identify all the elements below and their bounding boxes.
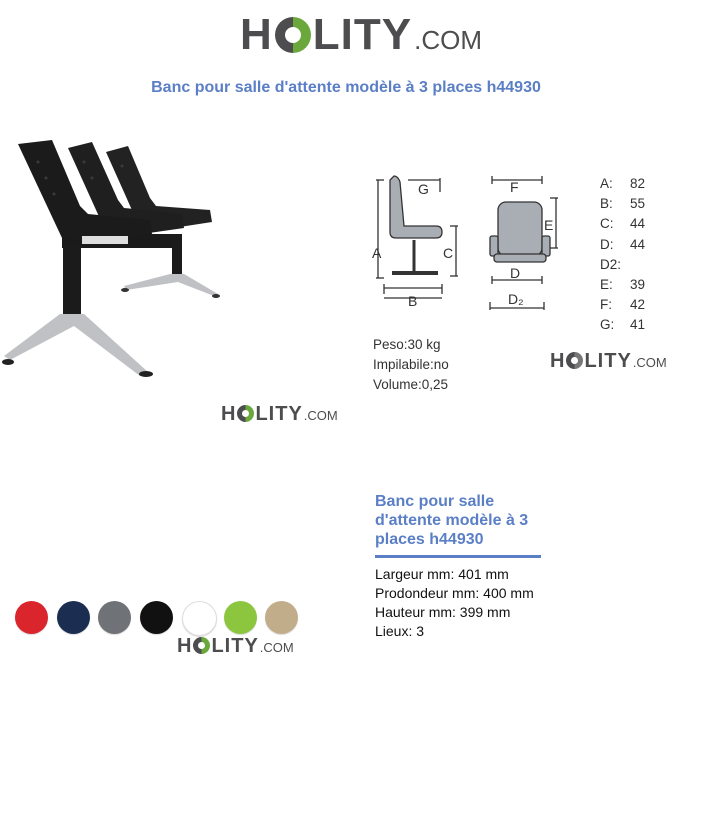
extra-spec-line: Volume:0,25 [373, 377, 449, 392]
color-swatch-beige[interactable] [265, 601, 298, 634]
logo-ring-icon [193, 637, 210, 654]
dimension-row [600, 214, 645, 234]
extra-spec-line: Peso:30 kg [373, 337, 441, 352]
dimension-key: A: [600, 176, 613, 191]
logo-domain: .COM [259, 640, 294, 655]
dimension-diagram [370, 168, 600, 318]
logo-letter: H [240, 10, 273, 59]
logo-ring-icon [237, 405, 254, 422]
dimension-list [600, 174, 645, 336]
logo-letter: H [550, 350, 566, 372]
dim-label-f: F [510, 179, 519, 195]
color-swatch-grey[interactable] [98, 601, 131, 634]
color-swatch-white[interactable] [182, 601, 217, 636]
dimension-key: E: [600, 277, 613, 293]
dimension-value: 44 [630, 236, 646, 252]
product-spec-line: Prodondeur mm: 400 mm [375, 585, 534, 601]
holity-logo[interactable] [240, 10, 482, 60]
logo-domain: .COM [632, 355, 667, 370]
dim-label-a: A [372, 245, 382, 261]
dim-label-g: G [418, 181, 429, 197]
dimension-row [600, 295, 645, 315]
logo-domain: .COM [303, 408, 338, 423]
dimension-row [600, 174, 645, 194]
dimension-value: 55 [630, 196, 646, 212]
dimension-key: F: [600, 297, 612, 313]
logo-ring-icon [566, 352, 583, 369]
dimension-key: D: [600, 236, 614, 252]
holity-logo-diagram [550, 350, 667, 373]
dimension-row [600, 235, 645, 255]
dimension-row [600, 315, 645, 335]
dimension-key: G: [600, 317, 615, 333]
holity-logo-photo [221, 403, 338, 426]
dimension-key: B: [600, 196, 613, 212]
dimension-row [600, 194, 645, 214]
logo-letter: H [177, 635, 193, 657]
product-title: Banc pour salle d'attente modèle à 3 places h44930 [375, 492, 541, 558]
dimension-value: 82 [630, 176, 646, 191]
dimension-key: D2: [600, 256, 622, 272]
dimension-row [600, 255, 645, 275]
bench-photo [0, 138, 240, 388]
dimension-row [600, 275, 645, 295]
dimension-value: 44 [630, 216, 646, 232]
logo-letter: H [221, 403, 237, 425]
dim-label-d: D [510, 265, 521, 281]
holity-logo-colors [177, 635, 294, 658]
dim-label-e: E [544, 217, 554, 233]
logo-domain: .COM [414, 25, 482, 55]
color-swatch-navy[interactable] [57, 601, 90, 634]
dim-label-d2: D₂ [508, 291, 524, 307]
logo-wordmark: LITY [255, 403, 303, 425]
extra-specs [373, 335, 449, 395]
logo-wordmark: LITY [312, 10, 413, 59]
logo-wordmark: LITY [211, 635, 259, 657]
logo-ring-icon [275, 17, 311, 53]
dimension-value: 39 [630, 277, 646, 293]
dim-label-b: B [408, 293, 418, 309]
dimension-value: 42 [630, 297, 646, 313]
color-swatch-black[interactable] [140, 601, 173, 634]
color-swatch-lime[interactable] [224, 601, 257, 634]
dimension-key: C: [600, 216, 614, 232]
extra-spec-line: Impilabile:no [373, 357, 449, 372]
product-specs [375, 565, 534, 641]
dim-label-c: C [443, 245, 454, 261]
logo-wordmark: LITY [584, 350, 632, 372]
color-swatch-red[interactable] [15, 601, 48, 634]
product-spec-line: Hauteur mm: 399 mm [375, 604, 511, 620]
page-title: Banc pour salle d'attente modèle à 3 places h44930 [151, 79, 541, 96]
dimension-value: 41 [630, 317, 646, 333]
product-spec-line: Largeur mm: 401 mm [375, 566, 509, 582]
product-spec-line: Lieux: 3 [375, 623, 425, 639]
